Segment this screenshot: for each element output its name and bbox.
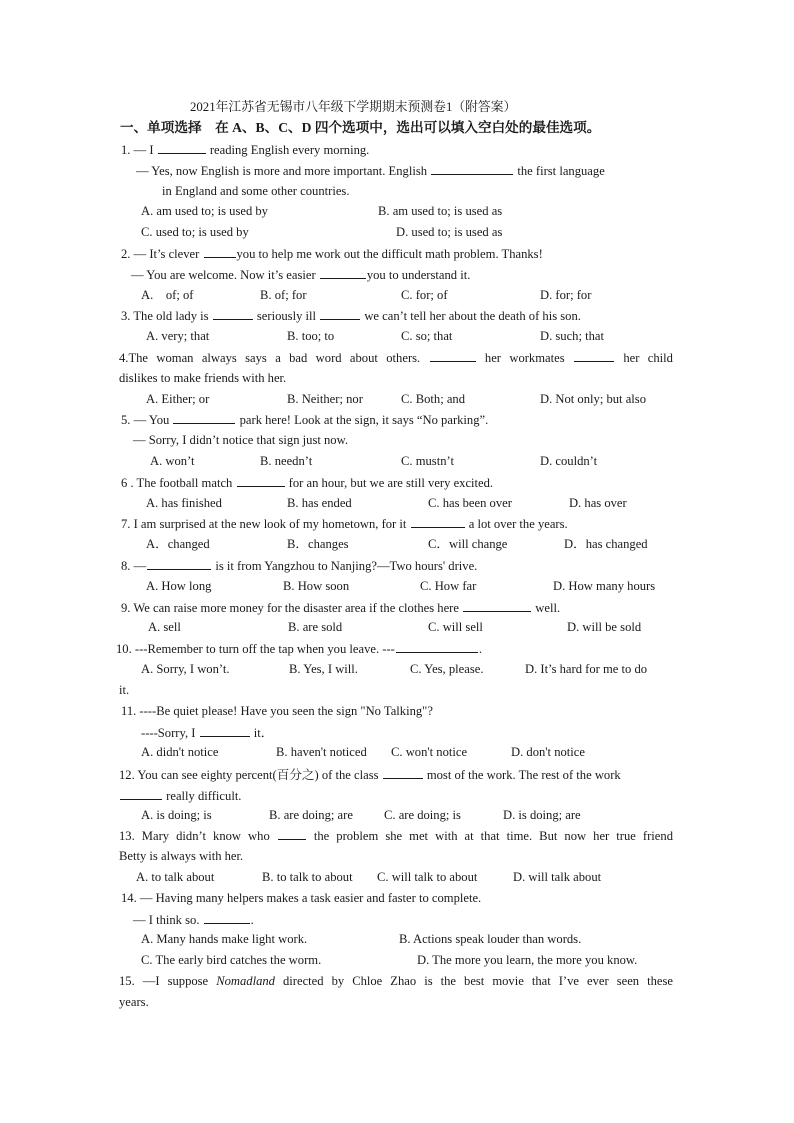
option-c: C. Yes, please. [410, 662, 484, 676]
option-a: A. has finished [146, 496, 222, 510]
option-b: B. Neither; nor [287, 392, 363, 406]
option-d: D. Not only; but also [540, 392, 646, 406]
answer-blank [396, 638, 478, 653]
answer-blank [278, 825, 306, 840]
answer-blank [463, 597, 531, 612]
option-c: C. The early bird catches the worm. [141, 953, 322, 967]
answer-blank [237, 472, 285, 487]
option-c: C. will sell [428, 620, 483, 634]
option-b: B. haven't noticed [276, 745, 367, 759]
option-a: A. won’t [150, 454, 195, 468]
option-a: A. Sorry, I won’t. [141, 662, 230, 676]
option-d: D. don't notice [511, 745, 585, 759]
option-b: B. Actions speak louder than words. [399, 932, 582, 946]
option-a: A．changed [146, 537, 210, 551]
option-b: B. has ended [287, 496, 352, 510]
option-a: A. of; of [141, 288, 194, 302]
option-d: D. couldn’t [540, 454, 598, 468]
option-d: D. such; that [540, 329, 605, 343]
option-a: A. very; that [146, 329, 210, 343]
option-c: C．will change [428, 537, 508, 551]
answer-blank [147, 555, 211, 570]
option-b: B. to talk to about [262, 870, 353, 884]
option-c: C. mustn’t [401, 454, 454, 468]
option-c: C. are doing; is [384, 808, 461, 822]
option-a: A. didn't notice [141, 745, 219, 759]
answer-blank [213, 305, 253, 320]
option-d: D. will be sold [567, 620, 642, 634]
option-c: C. for; of [401, 288, 448, 302]
option-a: A. sell [148, 620, 181, 634]
option-c: C. will talk to about [377, 870, 478, 884]
movie-title: Nomadland [216, 974, 275, 988]
option-b: B．changes [287, 537, 349, 551]
option-a: A. to talk about [136, 870, 215, 884]
answer-blank [120, 785, 162, 800]
option-d: D. It’s hard for me to do [525, 662, 648, 676]
option-d: D. The more you learn, the more you know. [417, 953, 638, 967]
option-d: D. for; for [540, 288, 592, 302]
page-title: 2021年江苏省无锡市八年级下学期期末预测卷1（附答案） [190, 100, 517, 114]
option-b: B. Yes, I will. [289, 662, 358, 676]
option-d: D. has over [569, 496, 627, 510]
option-a: A. Either; or [146, 392, 210, 406]
option-c: C. won't notice [391, 745, 468, 759]
option-b: B. are sold [288, 620, 343, 634]
option-c: C. so; that [401, 329, 453, 343]
option-d: D. will talk about [513, 870, 602, 884]
option-b: B. of; for [260, 288, 307, 302]
option-d: D．has changed [564, 537, 648, 551]
answer-blank [204, 909, 250, 924]
option-d: D. used to; is used as [396, 225, 503, 239]
answer-blank [411, 513, 465, 528]
option-b: B. too; to [287, 329, 335, 343]
option-a: A. am used to; is used by [141, 204, 268, 218]
option-a: A. Many hands make light work. [141, 932, 308, 946]
answer-blank [158, 139, 206, 154]
answer-blank [173, 409, 235, 424]
option-c: C. used to; is used by [141, 225, 249, 239]
answer-blank [431, 160, 513, 175]
section-heading: 一、单项选择 在 A、B、C、D 四个选项中，选出可以填入空白处的最佳选项。 [120, 120, 601, 135]
option-a: A. How long [146, 579, 212, 593]
option-b: B. am used to; is used as [378, 204, 503, 218]
answer-blank [204, 243, 236, 258]
option-b: B. How soon [283, 579, 350, 593]
answer-blank [574, 347, 614, 362]
answer-blank [320, 305, 360, 320]
option-c: C. has been over [428, 496, 512, 510]
option-c: C. How far [420, 579, 477, 593]
option-b: B. needn’t [260, 454, 313, 468]
option-c: C. Both; and [401, 392, 466, 406]
answer-blank [200, 722, 250, 737]
option-d: D. is doing; are [503, 808, 581, 822]
option-b: B. are doing; are [269, 808, 353, 822]
answer-blank [383, 764, 423, 779]
option-d: D. How many hours [553, 579, 656, 593]
answer-blank [320, 264, 366, 279]
answer-blank [430, 347, 476, 362]
option-a: A. is doing; is [141, 808, 212, 822]
